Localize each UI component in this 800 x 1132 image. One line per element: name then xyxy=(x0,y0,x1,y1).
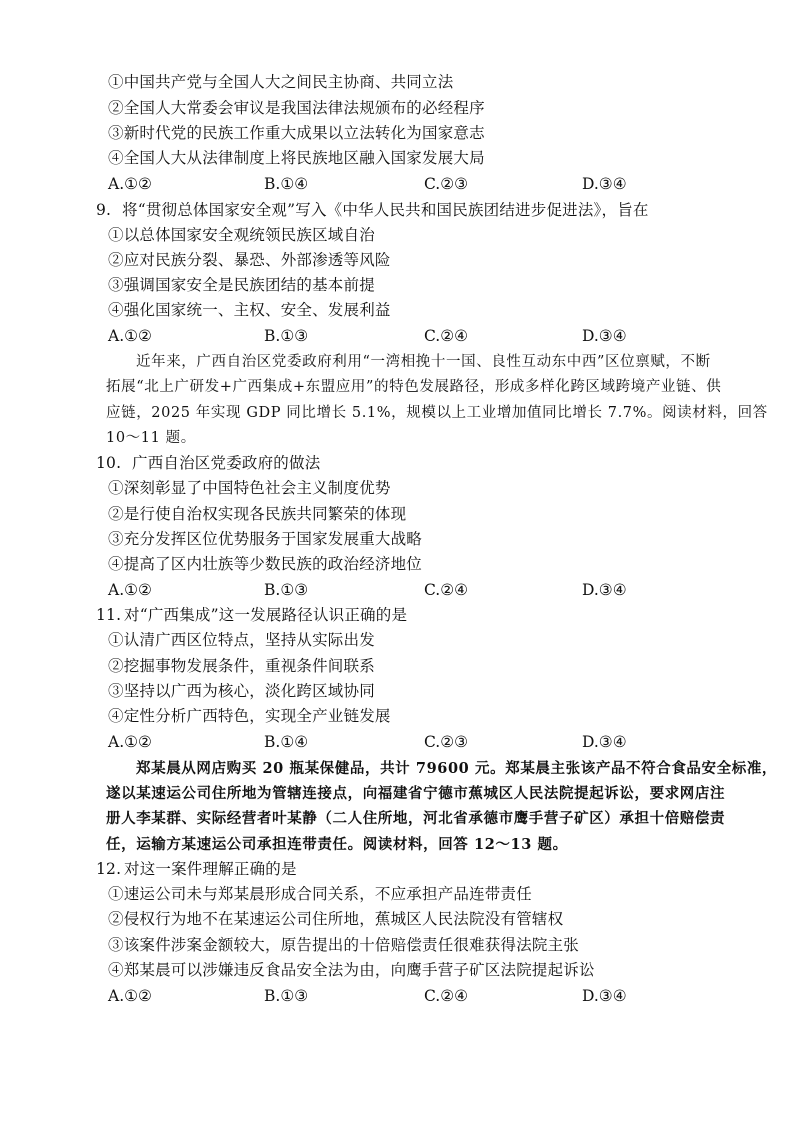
q12-choice-a: A.①② xyxy=(108,987,152,1005)
q9-choice-c: C.②④ xyxy=(424,327,469,345)
q8-option-4: ④全国人大从法律制度上将民族地区融入国家发展大局 xyxy=(108,149,485,167)
q11-choice-a: A.①② xyxy=(108,733,152,751)
q9-option-2: ②应对民族分裂、暴恐、外部渗透等风险 xyxy=(108,251,391,269)
q12-stem: 对这一案件理解正确的是 xyxy=(124,860,297,878)
q12-choices xyxy=(108,984,708,1009)
q9-option-1: ①以总体国家安全观统领民族区域自治 xyxy=(108,226,375,244)
q11-number: 11. xyxy=(96,606,122,624)
q9-choice-b: B.①③ xyxy=(264,327,309,345)
q8-choices xyxy=(108,172,708,197)
q11-option-4: ④定性分析广西特色，实现全产业链发展 xyxy=(108,707,391,725)
passage1-line-4: 10～11 题。 xyxy=(106,430,196,446)
q8-choice-b: B.①④ xyxy=(264,175,309,193)
q9-stem: 将“贯彻总体国家安全观”写入《中华人民共和国民族团结进步促进法》，旨在 xyxy=(122,201,649,219)
q10-option-4: ④提高了区内壮族等少数民族的政治经济地位 xyxy=(108,555,423,573)
q12-option-3: ③该案件涉案金额较大，原告提出的十倍赔偿责任很难获得法院主张 xyxy=(108,936,580,954)
q12-option-2: ②侵权行为地不在某速运公司住所地，蕉城区人民法院没有管辖权 xyxy=(108,910,564,928)
q8-choice-c: C.②③ xyxy=(424,175,469,193)
q12-number: 12. xyxy=(96,860,122,878)
passage2-line-4: 任，运输方某速运公司承担连带责任。阅读材料，回答 12～13 题。 xyxy=(106,836,568,853)
q9-option-3: ③强调国家安全是民族团结的基本前提 xyxy=(108,276,375,294)
q12-choice-c: C.②④ xyxy=(424,987,469,1005)
q10-choice-b: B.①③ xyxy=(264,581,309,599)
q10-choice-a: A.①② xyxy=(108,581,152,599)
q9-choice-d: D.③④ xyxy=(582,327,627,345)
q11-option-1: ①认清广西区位特点，坚持从实际出发 xyxy=(108,631,375,649)
q10-stem: 广西自治区党委政府的做法 xyxy=(132,454,321,472)
q12-option-4: ④郑某晨可以涉嫌违反食品安全法为由，向鹰手营子矿区法院提起诉讼 xyxy=(108,961,595,979)
passage2-line-3: 册人李某群、实际经营者叶某静（二人住所地，河北省承德市鹰手营子矿区）承担十倍赔偿责 xyxy=(106,810,726,827)
passage2-line-1: 郑某晨从网店购买 20 瓶某保健品，共计 79600 元。郑某晨主张该产品不符合食品安全标准， xyxy=(136,760,778,777)
passage1-line-1: 近年来，广西自治区党委政府利用“一湾相挽十一国、良性互动东中西”区位禀赋，不断 xyxy=(136,354,711,370)
passage2-line-2: 遂以某速运公司住所地为管辖连接点，向福建省宁德市蕉城区人民法院提起诉讼，要求网店注 xyxy=(106,785,726,802)
q11-choices xyxy=(108,730,708,755)
q8-choice-a: A.①② xyxy=(108,175,152,193)
q8-option-3: ③新时代党的民族工作重大成果以立法转化为国家意志 xyxy=(108,124,485,142)
q10-option-2: ②是行使自治权实现各民族共同繁荣的体现 xyxy=(108,505,407,523)
q10-number: 10. xyxy=(96,454,122,472)
q11-choice-d: D.③④ xyxy=(582,733,627,751)
q12-option-1: ①速运公司未与郑某晨形成合同关系，不应承担产品连带责任 xyxy=(108,885,532,903)
q11-stem: 对“广西集成”这一发展路径认识正确的是 xyxy=(124,606,408,624)
q10-option-3: ③充分发挥区位优势服务于国家发展重大战略 xyxy=(108,530,423,548)
q12-choice-b: B.①③ xyxy=(264,987,309,1005)
q11-choice-c: C.②③ xyxy=(424,733,469,751)
q8-choice-d: D.③④ xyxy=(582,175,627,193)
q8-option-2: ②全国人大常委会审议是我国法律法规颁布的必经程序 xyxy=(108,99,485,117)
q10-choice-d: D.③④ xyxy=(582,581,627,599)
q11-choice-b: B.①④ xyxy=(264,733,309,751)
q9-choices xyxy=(108,324,708,349)
q9-option-4: ④强化国家统一、主权、安全、发展利益 xyxy=(108,301,391,319)
q8-option-1: ①中国共产党与全国人大之间民主协商、共同立法 xyxy=(108,73,454,91)
q9-number: 9. xyxy=(96,201,112,219)
passage1-line-3: 应链，2025 年实现 GDP 同比增长 5.1%，规模以上工业增加值同比增长 7.7%。阅读材料，回答 xyxy=(106,405,768,421)
q10-choices xyxy=(108,578,708,603)
q9-choice-a: A.①② xyxy=(108,327,152,345)
q11-option-3: ③坚持以广西为核心，淡化跨区域协同 xyxy=(108,682,375,700)
passage1-line-2: 拓展“北上广研发+广西集成+东盟应用”的特色发展路径，形成多样化跨区域跨境产业链、供 xyxy=(106,379,722,395)
q11-option-2: ②挖掘事物发展条件，重视条件间联系 xyxy=(108,657,375,675)
q10-choice-c: C.②④ xyxy=(424,581,469,599)
q10-option-1: ①深刻彰显了中国特色社会主义制度优势 xyxy=(108,479,391,497)
q12-choice-d: D.③④ xyxy=(582,987,627,1005)
